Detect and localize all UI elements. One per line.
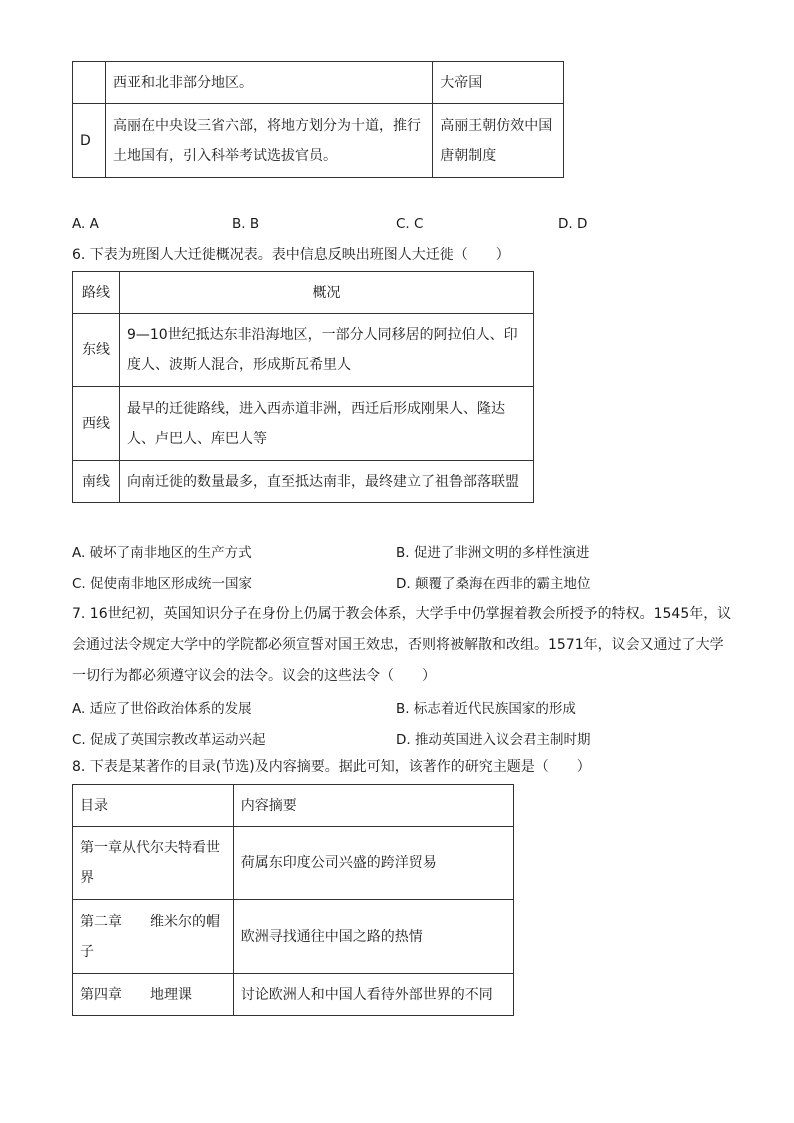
- q6-stem: 6. 下表为班图人大迁徙概况表。表中信息反映出班图人大迁徙（ ）: [72, 247, 510, 263]
- table-q5-continued: [72, 61, 564, 178]
- table-row: [73, 62, 564, 104]
- option-d: D. 颠覆了桑海在西非的霸主地位: [396, 576, 591, 592]
- option-c: C. 促使南非地区形成统一国家: [72, 576, 253, 592]
- desc-cell: 9—10世纪抵达东非沿海地区，一部分人同移居的阿拉伯人、印度人、波斯人混合，形成斯瓦希里人: [119, 314, 533, 387]
- option-d: D. D: [558, 216, 588, 232]
- table-header-row: [73, 785, 514, 827]
- table-row: [73, 387, 534, 461]
- chapter-cell: 第四章 地理课: [73, 974, 234, 1016]
- row-content: 西亚和北非部分地区。: [105, 62, 432, 104]
- option-b: B. 标志着近代民族国家的形成: [396, 701, 576, 717]
- summary-cell: 讨论欧洲人和中国人看待外部世界的不同: [233, 974, 513, 1016]
- table-q6: [72, 271, 534, 503]
- header-desc: 概况: [119, 272, 533, 314]
- option-c: C. 促成了英国宗教改革运动兴起: [72, 732, 266, 748]
- header-chapter: 目录: [73, 785, 234, 827]
- table-row: [73, 314, 534, 387]
- option-d: D. 推动英国进入议会君主制时期: [396, 732, 591, 748]
- row-content: 高丽在中央设三省六部，将地方划分为十道，推行土地国有，引入科举考试选拔官员。: [105, 104, 432, 178]
- option-a: A. A: [72, 216, 99, 232]
- header-summary: 内容摘要: [233, 785, 513, 827]
- table-row: [73, 900, 514, 974]
- desc-cell: 向南迁徙的数量最多，直至抵达南非，最终建立了祖鲁部落联盟: [119, 461, 533, 503]
- desc-cell: 最早的迁徙路线，进入西赤道非洲，西迁后形成刚果人、隆达人、卢巴人、库巴人等: [119, 387, 533, 461]
- option-c: C. C: [396, 216, 424, 232]
- table-q8: [72, 784, 514, 1016]
- option-a: A. 破坏了南非地区的生产方式: [72, 545, 252, 561]
- q7-stem: 7. 16世纪初，英国知识分子在身份上仍属于教会体系，大学手中仍掌握着教会所授予的特权。1545年，议会通过法令规定大学中的学院都必须宣誓对国王效忠，否则将被解散和改组。1571年，议会又通过了大学一切行为都必须遵守议会的法令。议会的这些法令（ ）: [72, 606, 732, 684]
- option-a: A. 适应了世俗政治体系的发展: [72, 701, 252, 717]
- chapter-cell: 第二章 维米尔的帽子: [73, 900, 234, 974]
- route-cell: 西线: [73, 387, 120, 461]
- summary-cell: 荷属东印度公司兴盛的跨洋贸易: [233, 827, 513, 900]
- table-row: [73, 974, 514, 1016]
- route-cell: 东线: [73, 314, 120, 387]
- chapter-cell: 第一章从代尔夫特看世界: [73, 827, 234, 900]
- row-label: [73, 62, 106, 104]
- summary-cell: 欧洲寻找通往中国之路的热情: [233, 900, 513, 974]
- header-route: 路线: [73, 272, 120, 314]
- q8-stem: 8. 下表是某著作的目录(节选)及内容摘要。据此可知，该著作的研究主题是（ ）: [72, 759, 591, 775]
- row-label: D: [73, 104, 106, 178]
- row-note: 高丽王朝仿效中国唐朝制度: [433, 104, 564, 178]
- option-b: B. B: [232, 216, 260, 232]
- table-header-row: [73, 272, 534, 314]
- table-row: [73, 104, 564, 178]
- table-row: [73, 827, 514, 900]
- option-b: B. 促进了非洲文明的多样性演进: [396, 545, 590, 561]
- row-note: 大帝国: [433, 62, 564, 104]
- table-row: [73, 461, 534, 503]
- route-cell: 南线: [73, 461, 120, 503]
